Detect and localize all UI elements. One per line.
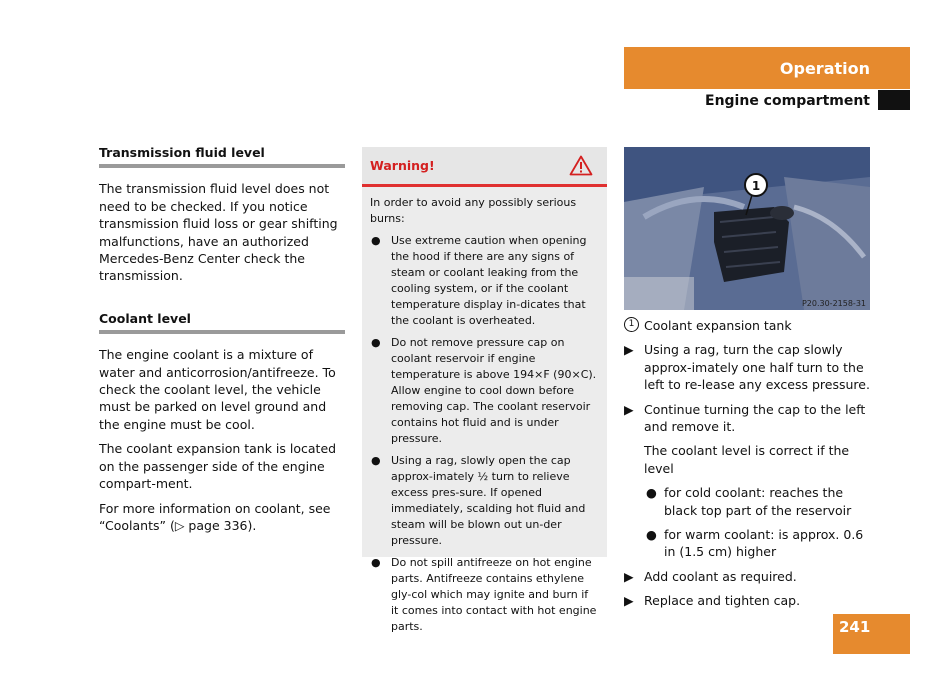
page-number: 241 — [833, 614, 910, 654]
paragraph-tank-location: The coolant expansion tank is located on the passenger side of the engine compart-ment. — [99, 441, 337, 492]
bullet-icon: ● — [371, 556, 381, 569]
level-bullet: ● for cold coolant: reaches the black top part of the reservoir — [646, 485, 852, 518]
warning-item: ● Do not spill antifreeze on hot engine parts. Antifreeze contains ethylene gly-col which may ignite and burn if it comes into contact with hot engine parts. — [371, 556, 597, 633]
legend-label: Coolant expansion tank — [644, 318, 792, 333]
warning-header — [362, 147, 607, 187]
warning-list — [362, 233, 607, 635]
triangle-bullet-icon: ▶ — [624, 593, 634, 609]
right-column — [624, 317, 874, 617]
triangle-bullet-icon: ▶ — [624, 568, 634, 584]
subsection-title: Engine compartment — [705, 93, 870, 109]
callout-number: 1 — [624, 317, 639, 332]
subsection-marker — [878, 90, 910, 110]
warning-item: ● Do not remove pressure cap on coolant reservoir if engine temperature is above 194×F (90×C). Allow engine to cool down before removing cap. The coolant reservoir contains hot fluid and is under pressure. — [371, 336, 597, 445]
triangle-bullet-icon: ▶ — [624, 401, 634, 417]
step-item: ▶ Replace and tighten cap. — [624, 593, 801, 609]
bullet-icon: ● — [646, 485, 657, 501]
section-header-bar — [624, 47, 910, 89]
bullet-icon: ● — [371, 454, 381, 467]
heading-coolant-level: Coolant level — [99, 310, 345, 334]
left-column — [99, 144, 345, 534]
step-item: ▶ Using a rag, turn the cap slowly approx-imately one half turn to the left to re-lease any excess pressure. — [624, 342, 870, 393]
level-note: The coolant level is correct if the level — [644, 443, 850, 476]
legend-row — [624, 317, 874, 334]
bullet-icon: ● — [371, 336, 381, 349]
warning-item: ● Use extreme caution when opening the hood if there are any signs of steam or coolant leaking from the cooling system, or if the coolant temperature display in-dicates that the coolant is overheated. — [371, 234, 587, 327]
engine-photo — [624, 147, 870, 310]
warning-item: ● Using a rag, slowly open the cap approx-imately ½ turn to relieve excess pres-sure. If opened immediately, scalding hot fluid and steam will be blown out un-der pressure. — [371, 454, 586, 547]
warning-box — [362, 147, 607, 633]
section-title: Operation — [779, 58, 870, 78]
photo-callout: 1 — [751, 179, 761, 193]
step-item: ▶ Continue turning the cap to the left and remove it. — [624, 401, 866, 435]
level-bullet: ● for warm coolant: is approx. 0.6 in (1.5 cm) higher — [646, 527, 864, 560]
bullet-icon: ● — [371, 234, 381, 247]
heading-transmission-fluid: Transmission fluid level — [99, 144, 345, 168]
bullet-icon: ● — [646, 527, 657, 543]
coolant-tank-illustration — [624, 147, 870, 310]
step-item: ▶ Add coolant as required. — [624, 568, 797, 584]
paragraph-transmission: The transmission fluid level does not need to be checked. If you notice transmission fluid loss or gear shifting malfunctions, have an authorized Mercedes-Benz Center check the transmission. — [99, 181, 338, 284]
warning-intro: In order to avoid any possibly serious burns: — [370, 196, 577, 225]
warning-triangle-icon — [569, 155, 593, 176]
triangle-bullet-icon: ▶ — [624, 342, 634, 358]
warning-title: Warning! — [370, 158, 435, 173]
paragraph-coolant-reference: For more information on coolant, see “Coolants” (▷ page 336). — [99, 500, 331, 533]
paragraph-coolant-mixture: The engine coolant is a mixture of water and anticorrosion/antifreeze. To check the coolant level, the vehicle must be parked on level ground and the engine must be cool. — [99, 347, 336, 432]
photo-code: P20.30-2158-31 — [801, 299, 866, 308]
